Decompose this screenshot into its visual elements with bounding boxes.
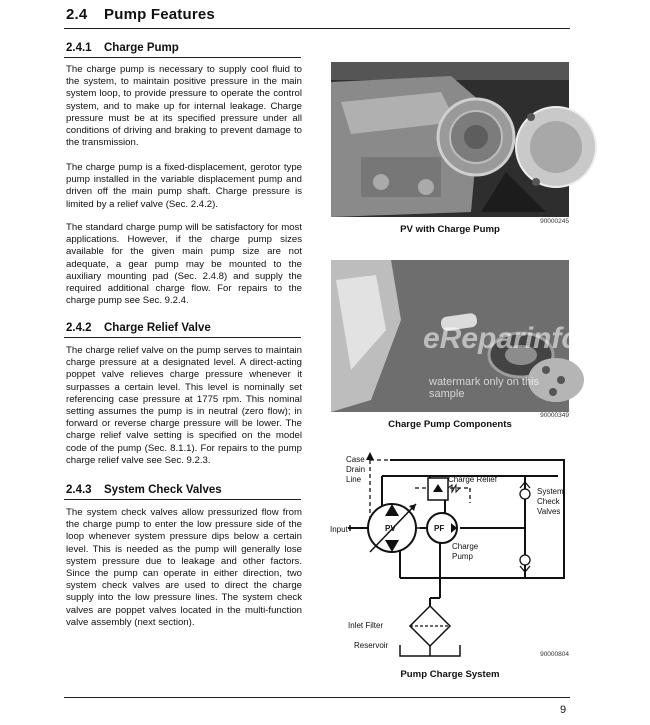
subsection-number: 2.4.3 xyxy=(66,484,92,496)
footer-rule xyxy=(64,697,570,698)
watermark-subtext: watermark only on this sample xyxy=(429,376,540,400)
paragraph: The charge relief valve on the pump serves to maintain charge pressure at a designated level. A direct-acting poppet valve relieves charge pressure whenever it surpasses a certain level. This level is nominally set referencing case pressure at 1775 rpm. This nominal setting assumes the pump is in neutral (zero flow); in forward or reverse charge pressure will be lower. The charge relief valve setting is specified on the model code of the pump (Sec. 8.1.1). For repairs to the pump charge relief valve see Sec. 9.2.3. xyxy=(66,345,302,466)
subsection-number: 2.4.2 xyxy=(66,322,92,334)
figure-caption: Charge Pump Components xyxy=(388,419,512,430)
label-charge: Charge xyxy=(452,542,479,551)
paragraph: The charge pump is necessary to supply cool fluid to the system, to maintain positive pressure in the main system loop, to provide pressure to operate the control system, and to make up for internal leakage. Charge pressure must be at its specified pressure under all conditions of driving and braking to prevent damage to the transmission. xyxy=(66,64,302,149)
pump-photo-illustration xyxy=(331,62,569,217)
subsection-title-charge-pump xyxy=(66,42,179,54)
figure-number: 90000804 xyxy=(540,651,569,658)
label-inlet-filter: Inlet Filter xyxy=(348,621,384,630)
figure-number: 90000245 xyxy=(540,218,569,225)
paragraph: The system check valves allow pressurized flow from the charge pump to enter the low pressure side of the loop whenever system pressure dips below a certain level. This is needed as the pump will generally lose system pressure due to leakage and other factors. Since the pump can operate in either direction, two system check valves are used to direct the charge supply into the low pressure lines. The system check valves are poppet valves located in the multi-function valve assembly (next section). xyxy=(66,507,302,628)
label-charge-relief: Charge Relief xyxy=(448,475,497,484)
header-rule xyxy=(64,28,570,29)
section-number: 2.4 xyxy=(66,6,88,23)
label-pump: Pump xyxy=(452,552,473,561)
subsection-rule xyxy=(64,337,301,338)
section-heading: Pump Features xyxy=(104,6,215,23)
label-pf: PF xyxy=(434,524,445,533)
label-pv: PV xyxy=(385,524,396,533)
figure-caption: Pump Charge System xyxy=(400,669,500,680)
figure-number: 90000349 xyxy=(540,412,569,419)
photo-pv-with-charge-pump xyxy=(331,62,569,217)
label-drain: Drain xyxy=(346,465,366,474)
subsection-rule xyxy=(64,57,301,58)
label-check: Check xyxy=(537,497,560,506)
subsection-title-charge-relief-valve xyxy=(66,322,211,334)
subsection-heading: Charge Relief Valve xyxy=(104,322,211,334)
photo-charge-pump-components xyxy=(331,260,650,412)
label-system: System xyxy=(537,487,564,496)
label-case: Case xyxy=(346,455,365,464)
subsection-number: 2.4.1 xyxy=(66,42,92,54)
paragraph: The standard charge pump will be satisfactory for most applications. However, if the charge pump sizes available for the given main pump size are not adequate, a gear pump may be mounted to the auxiliary mounting pad (Sec. 2.4.8) and supply the required additional charge flow. For repairs to the charge pump see Sec. 9.2.4. xyxy=(66,222,302,307)
subsection-heading: System Check Valves xyxy=(104,484,222,496)
paragraph: The charge pump is a fixed-displacement, gerotor type pump installed in the variable displacement pump and driven off the main pump shaft. Charge pressure is limited by a relief valve (Sec. 2.4.2). xyxy=(66,162,302,210)
label-line: Line xyxy=(346,475,362,484)
label-input: Input xyxy=(330,525,348,534)
label-reservoir: Reservoir xyxy=(354,641,389,650)
watermark-text: eReparinfo.com xyxy=(423,322,650,355)
page-number: 9 xyxy=(560,704,567,716)
pump-charge-system-diagram xyxy=(330,448,570,663)
section-title xyxy=(66,6,215,23)
subsection-title-system-check-valves xyxy=(66,484,222,496)
subsection-heading: Charge Pump xyxy=(104,42,179,54)
figure-caption: PV with Charge Pump xyxy=(400,224,500,235)
label-valves: Valves xyxy=(537,507,561,516)
subsection-rule xyxy=(64,499,301,500)
